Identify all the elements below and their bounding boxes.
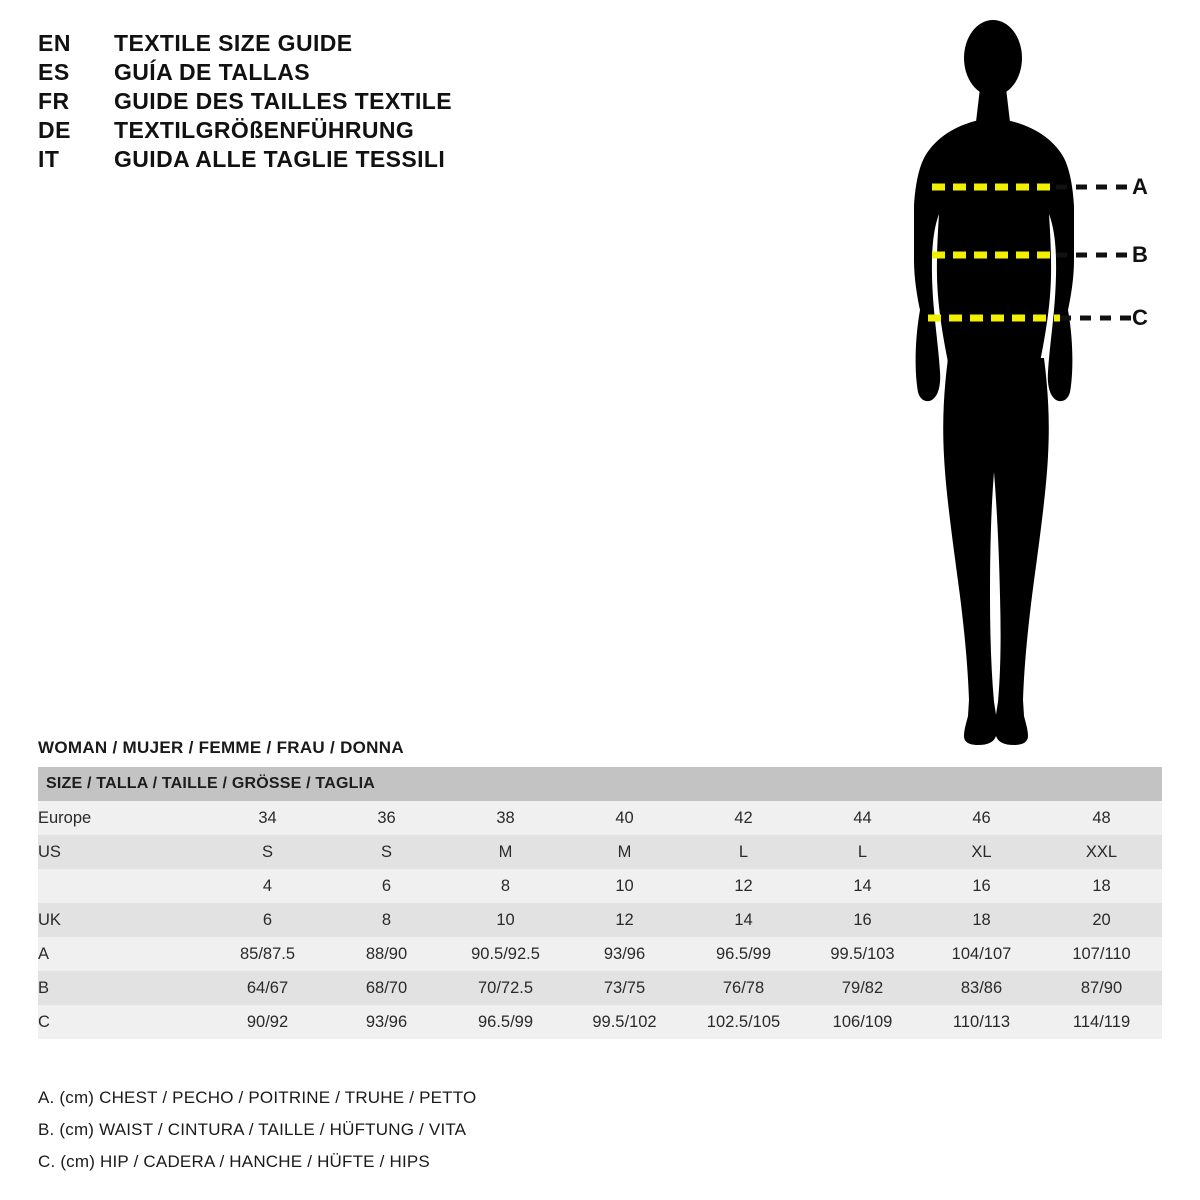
legend-waist: B. (cm) WAIST / CINTURA / TAILLE / HÜFTUNG / VITA — [38, 1120, 467, 1139]
cell: 4 — [208, 869, 327, 903]
body-figure — [860, 10, 1190, 750]
cell: 42 — [684, 801, 803, 835]
row-label-c: C — [38, 1005, 208, 1039]
table-row — [38, 869, 1162, 903]
table-row — [38, 801, 1162, 835]
cell: 18 — [922, 903, 1041, 937]
title-row-fr — [38, 88, 558, 115]
cell: 87/90 — [1041, 971, 1162, 1005]
cell: 76/78 — [684, 971, 803, 1005]
cell: 44 — [803, 801, 922, 835]
title-row-it — [38, 146, 558, 173]
table-row — [38, 971, 1162, 1005]
size-table — [38, 767, 1162, 1039]
row-label-europe: Europe — [38, 801, 208, 835]
cell: L — [684, 835, 803, 869]
title-row-es — [38, 59, 558, 86]
cell: 10 — [565, 869, 684, 903]
cell: 104/107 — [922, 937, 1041, 971]
cell: 106/109 — [803, 1005, 922, 1039]
female-silhouette-icon — [860, 10, 1190, 750]
cell: 6 — [208, 903, 327, 937]
table-row — [38, 1005, 1162, 1039]
table-row — [38, 903, 1162, 937]
cell: 99.5/103 — [803, 937, 922, 971]
cell: 38 — [446, 801, 565, 835]
cell: 96.5/99 — [684, 937, 803, 971]
row-label-us-numeric — [38, 869, 208, 903]
cell: 12 — [684, 869, 803, 903]
cell: 88/90 — [327, 937, 446, 971]
cell: 46 — [922, 801, 1041, 835]
cell: M — [565, 835, 684, 869]
cell: 70/72.5 — [446, 971, 565, 1005]
cell: S — [208, 835, 327, 869]
row-label-b: B — [38, 971, 208, 1005]
cell: 48 — [1041, 801, 1162, 835]
cell: 93/96 — [565, 937, 684, 971]
cell: M — [446, 835, 565, 869]
cell: 10 — [446, 903, 565, 937]
cell: 20 — [1041, 903, 1162, 937]
legend — [38, 1088, 938, 1184]
cell: 99.5/102 — [565, 1005, 684, 1039]
title-lang-en: EN — [38, 30, 71, 56]
table-row — [38, 835, 1162, 869]
legend-chest: A. (cm) CHEST / PECHO / POITRINE / TRUHE / PETTO — [38, 1088, 477, 1107]
cell: 102.5/105 — [684, 1005, 803, 1039]
cell: 34 — [208, 801, 327, 835]
table-header-row — [38, 767, 1162, 801]
row-label-a: A — [38, 937, 208, 971]
cell: 8 — [327, 903, 446, 937]
measure-label-c: C — [1132, 305, 1148, 330]
size-table-area — [38, 738, 1162, 1039]
cell: 40 — [565, 801, 684, 835]
cell: S — [327, 835, 446, 869]
cell: 107/110 — [1041, 937, 1162, 971]
cell: 83/86 — [922, 971, 1041, 1005]
title-text-en: TEXTILE SIZE GUIDE — [114, 30, 353, 56]
title-lang-it: IT — [38, 146, 60, 172]
legend-hip: C. (cm) HIP / CADERA / HANCHE / HÜFTE / HIPS — [38, 1152, 430, 1171]
table-header-label: SIZE / TALLA / TAILLE / GRÖSSE / TAGLIA — [38, 767, 1162, 801]
cell: 85/87.5 — [208, 937, 327, 971]
cell: 64/67 — [208, 971, 327, 1005]
cell: 14 — [684, 903, 803, 937]
title-row-de — [38, 117, 558, 144]
cell: L — [803, 835, 922, 869]
cell: 90/92 — [208, 1005, 327, 1039]
cell: 114/119 — [1041, 1005, 1162, 1039]
cell: 68/70 — [327, 971, 446, 1005]
table-row — [38, 937, 1162, 971]
cell: 79/82 — [803, 971, 922, 1005]
cell: 110/113 — [922, 1005, 1041, 1039]
cell: 8 — [446, 869, 565, 903]
measure-label-a: A — [1132, 174, 1148, 199]
cell: 16 — [803, 903, 922, 937]
title-text-es: GUÍA DE TALLAS — [114, 59, 310, 85]
cell: 18 — [1041, 869, 1162, 903]
title-text-fr: GUIDE DES TAILLES TEXTILE — [114, 88, 452, 114]
cell: 93/96 — [327, 1005, 446, 1039]
row-label-us: US — [38, 835, 208, 869]
cell: XXL — [1041, 835, 1162, 869]
title-text-it: GUIDA ALLE TAGLIE TESSILI — [114, 146, 446, 172]
title-lang-es: ES — [38, 59, 70, 85]
cell: 16 — [922, 869, 1041, 903]
cell: 90.5/92.5 — [446, 937, 565, 971]
cell: XL — [922, 835, 1041, 869]
section-heading: WOMAN / MUJER / FEMME / FRAU / DONNA — [38, 738, 404, 757]
cell: 73/75 — [565, 971, 684, 1005]
cell: 96.5/99 — [446, 1005, 565, 1039]
cell: 14 — [803, 869, 922, 903]
row-label-uk: UK — [38, 903, 208, 937]
cell: 12 — [565, 903, 684, 937]
cell: 36 — [327, 801, 446, 835]
title-lang-de: DE — [38, 117, 71, 143]
title-block — [38, 30, 558, 175]
title-row-en — [38, 30, 558, 57]
title-lang-fr: FR — [38, 88, 70, 114]
cell: 6 — [327, 869, 446, 903]
measure-label-b: B — [1132, 242, 1148, 267]
title-text-de: TEXTILGRÖßENFÜHRUNG — [114, 117, 415, 143]
